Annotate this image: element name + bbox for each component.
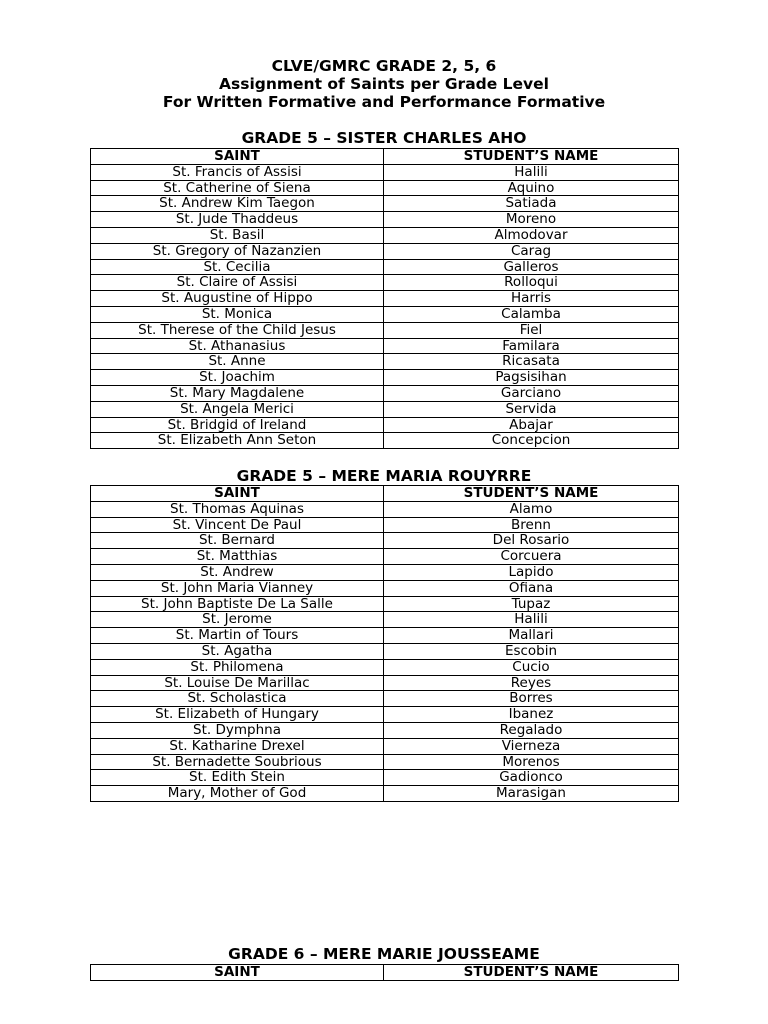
saint-cell: St. Augustine of Hippo — [91, 291, 384, 307]
student-name-cell: Reyes — [384, 675, 679, 691]
table-row — [91, 722, 679, 738]
table-row — [91, 754, 679, 770]
student-name-cell: Gadionco — [384, 770, 679, 786]
saint-cell: St. Catherine of Siena — [91, 180, 384, 196]
saint-cell: St. Martin of Tours — [91, 628, 384, 644]
student-name-cell: Vierneza — [384, 738, 679, 754]
table-row — [91, 164, 679, 180]
saint-cell: St. Louise De Marillac — [91, 675, 384, 691]
saint-cell: St. Cecilia — [91, 259, 384, 275]
student-name-cell: Ibanez — [384, 707, 679, 723]
student-name-cell: Morenos — [384, 754, 679, 770]
table-row — [91, 417, 679, 433]
saint-cell: St. Vincent De Paul — [91, 517, 384, 533]
saint-cell: St. Gregory of Nazanzien — [91, 243, 384, 259]
saint-cell: St. Dymphna — [91, 722, 384, 738]
student-name-cell: Calamba — [384, 306, 679, 322]
header-line-1: CLVE/GMRC GRADE 2, 5, 6 — [271, 57, 497, 75]
table-row — [91, 517, 679, 533]
saint-cell: St. Jude Thaddeus — [91, 212, 384, 228]
table-row — [91, 227, 679, 243]
student-name-cell: Halili — [384, 164, 679, 180]
student-name-cell: Servida — [384, 401, 679, 417]
saint-cell: St. Athanasius — [91, 338, 384, 354]
saint-cell: St. Claire of Assisi — [91, 275, 384, 291]
saint-cell: St. Bernard — [91, 533, 384, 549]
table-row — [91, 533, 679, 549]
table-header-row — [91, 149, 679, 165]
table-row — [91, 354, 679, 370]
saint-cell: St. Andrew — [91, 564, 384, 580]
student-name-cell: Concepcion — [384, 433, 679, 449]
saint-cell: St. Elizabeth of Hungary — [91, 707, 384, 723]
table-row — [91, 196, 679, 212]
saint-cell: St. Katharine Drexel — [91, 738, 384, 754]
student-name-cell: Garciano — [384, 385, 679, 401]
table-row — [91, 628, 679, 644]
table-row — [91, 675, 679, 691]
table-row — [91, 275, 679, 291]
table-row — [91, 385, 679, 401]
student-name-cell: Ricasata — [384, 354, 679, 370]
saint-cell: St. Therese of the Child Jesus — [91, 322, 384, 338]
saint-cell: St. John Maria Vianney — [91, 580, 384, 596]
section-title-grade6-marie-jousseame: GRADE 6 – MERE MARIE JOUSSEAME — [228, 945, 540, 963]
table-row — [91, 243, 679, 259]
saint-cell: St. John Baptiste De La Salle — [91, 596, 384, 612]
saint-cell: St. Joachim — [91, 370, 384, 386]
student-name-cell: Aquino — [384, 180, 679, 196]
student-name-cell: Brenn — [384, 517, 679, 533]
saint-cell: St. Matthias — [91, 549, 384, 565]
table-row — [91, 643, 679, 659]
section-title-grade5-charles-aho: GRADE 5 – SISTER CHARLES AHO — [241, 129, 527, 147]
saint-cell: St. Angela Merici — [91, 401, 384, 417]
saint-cell: St. Bridgid of Ireland — [91, 417, 384, 433]
student-name-cell: Familara — [384, 338, 679, 354]
student-name-cell: Pagsisihan — [384, 370, 679, 386]
student-column-header: STUDENT’S NAME — [384, 965, 679, 981]
saint-cell: St. Jerome — [91, 612, 384, 628]
student-name-cell: Carag — [384, 243, 679, 259]
student-name-cell: Corcuera — [384, 549, 679, 565]
saint-column-header: SAINT — [91, 486, 384, 502]
table-row — [91, 370, 679, 386]
table-row — [91, 580, 679, 596]
student-name-cell: Abajar — [384, 417, 679, 433]
table-row — [91, 691, 679, 707]
saint-cell: St. Edith Stein — [91, 770, 384, 786]
saint-cell: St. Bernadette Soubrious — [91, 754, 384, 770]
saint-column-header: SAINT — [91, 965, 384, 981]
table-row — [91, 786, 679, 802]
saint-cell: Mary, Mother of God — [91, 786, 384, 802]
student-name-cell: Regalado — [384, 722, 679, 738]
saint-cell: St. Anne — [91, 354, 384, 370]
saint-cell: St. Scholastica — [91, 691, 384, 707]
saint-cell: St. Thomas Aquinas — [91, 501, 384, 517]
student-name-cell: Galleros — [384, 259, 679, 275]
saint-cell: St. Mary Magdalene — [91, 385, 384, 401]
saint-cell: St. Basil — [91, 227, 384, 243]
table-row — [91, 212, 679, 228]
saints-table-grade5-maria-rouyrre — [90, 485, 679, 802]
student-name-cell: Del Rosario — [384, 533, 679, 549]
saint-column-header: SAINT — [91, 149, 384, 165]
student-name-cell: Marasigan — [384, 786, 679, 802]
table-row — [91, 322, 679, 338]
saints-table-grade5-charles-aho — [90, 148, 679, 449]
table-row — [91, 306, 679, 322]
student-name-cell: Lapido — [384, 564, 679, 580]
table-row — [91, 770, 679, 786]
table-row — [91, 707, 679, 723]
student-name-cell: Harris — [384, 291, 679, 307]
saint-cell: St. Philomena — [91, 659, 384, 675]
table-row — [91, 596, 679, 612]
student-name-cell: Tupaz — [384, 596, 679, 612]
student-name-cell: Borres — [384, 691, 679, 707]
saint-cell: St. Monica — [91, 306, 384, 322]
section-title-grade5-maria-rouyrre: GRADE 5 – MERE MARIA ROUYRRE — [236, 467, 532, 485]
student-name-cell: Ofiana — [384, 580, 679, 596]
student-name-cell: Satiada — [384, 196, 679, 212]
student-name-cell: Fiel — [384, 322, 679, 338]
student-column-header: STUDENT’S NAME — [384, 486, 679, 502]
saints-table-grade6-marie-jousseame — [90, 964, 679, 981]
saint-cell: St. Elizabeth Ann Seton — [91, 433, 384, 449]
table-row — [91, 180, 679, 196]
table-header-row — [91, 486, 679, 502]
student-name-cell: Moreno — [384, 212, 679, 228]
table-row — [91, 259, 679, 275]
student-name-cell: Almodovar — [384, 227, 679, 243]
table-row — [91, 501, 679, 517]
table-row — [91, 738, 679, 754]
saint-cell: St. Agatha — [91, 643, 384, 659]
student-name-cell: Mallari — [384, 628, 679, 644]
table-header-row — [91, 965, 679, 981]
student-name-cell: Cucio — [384, 659, 679, 675]
table-row — [91, 612, 679, 628]
table-row — [91, 291, 679, 307]
student-column-header: STUDENT’S NAME — [384, 149, 679, 165]
table-row — [91, 433, 679, 449]
student-name-cell: Alamo — [384, 501, 679, 517]
student-name-cell: Halili — [384, 612, 679, 628]
table-row — [91, 401, 679, 417]
header-line-2: Assignment of Saints per Grade Level — [219, 75, 549, 93]
student-name-cell: Escobin — [384, 643, 679, 659]
header-line-3: For Written Formative and Performance Formative — [162, 93, 606, 111]
saint-cell: St. Andrew Kim Taegon — [91, 196, 384, 212]
table-row — [91, 564, 679, 580]
student-name-cell: Rolloqui — [384, 275, 679, 291]
table-row — [91, 549, 679, 565]
saint-cell: St. Francis of Assisi — [91, 164, 384, 180]
table-row — [91, 659, 679, 675]
document-header — [0, 57, 768, 111]
table-row — [91, 338, 679, 354]
